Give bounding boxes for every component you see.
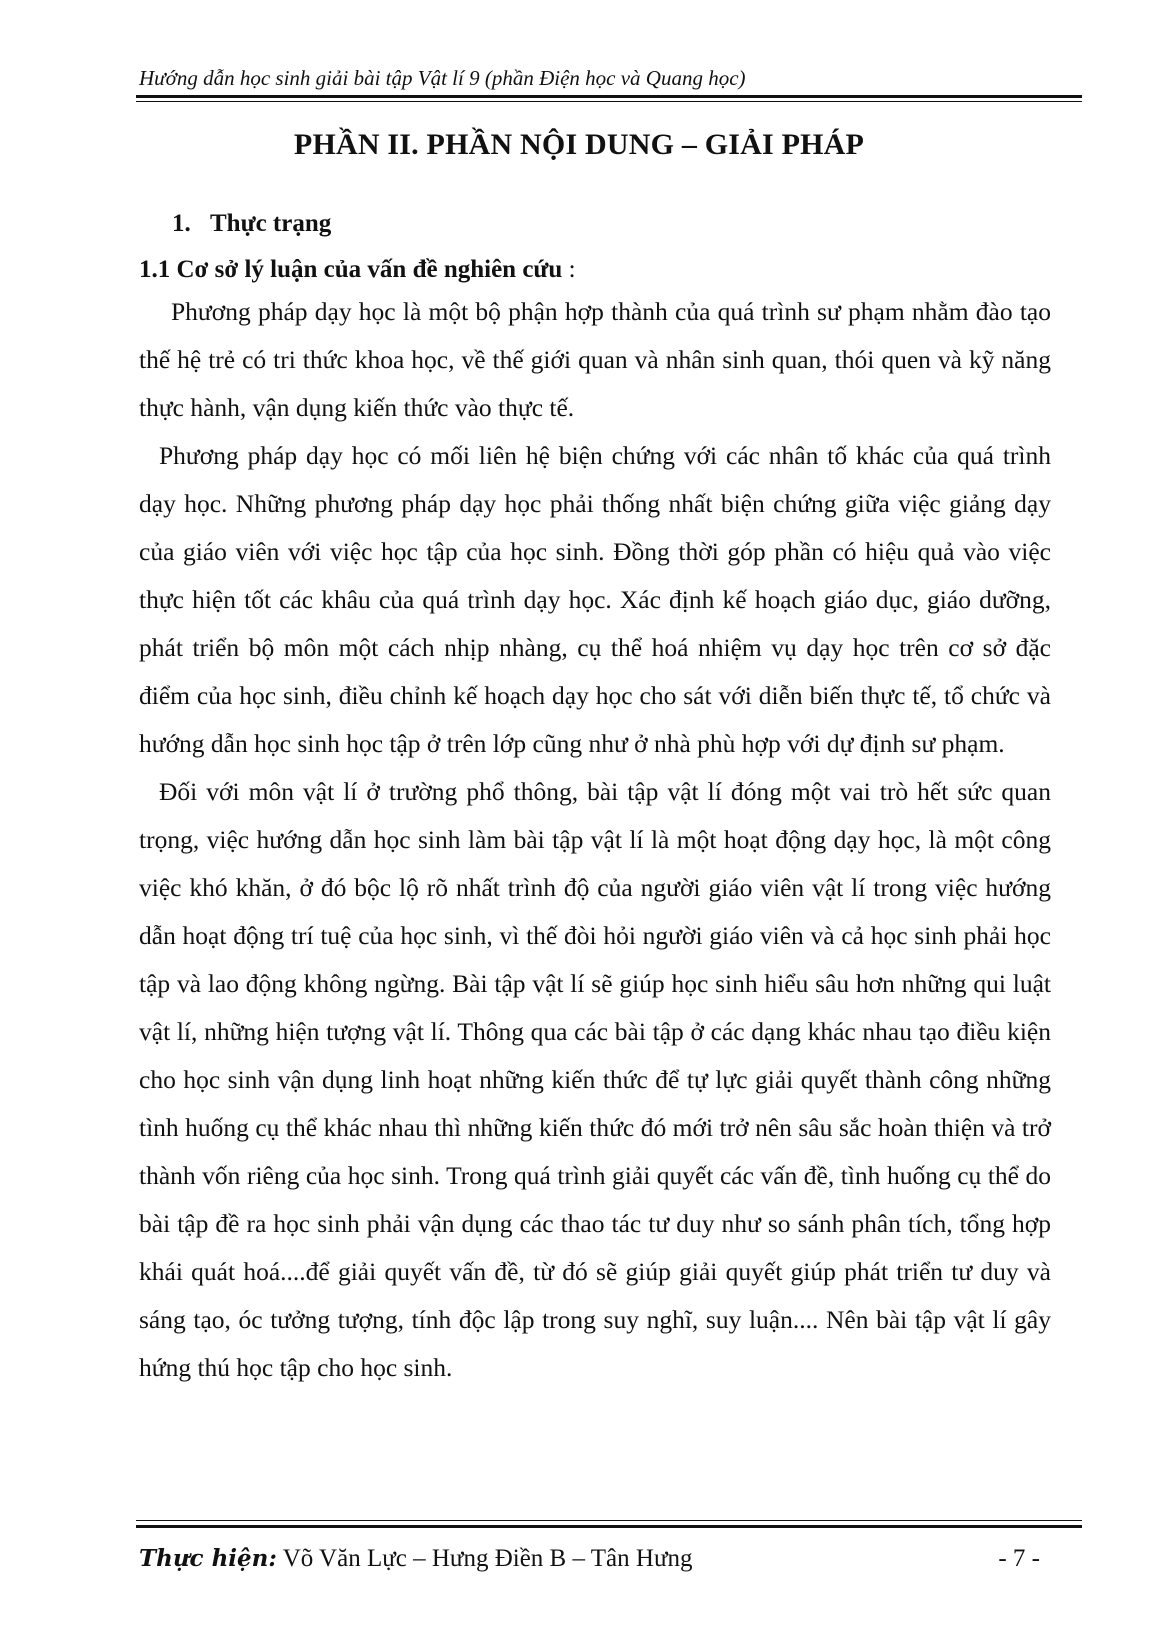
page-number: - 7 -: [998, 1545, 1040, 1572]
subsection-heading-1-1: [139, 256, 576, 284]
subsection-suffix: :: [562, 256, 576, 283]
header-rule-thick: [136, 95, 1082, 98]
page-title: PHẦN II. PHẦN NỘI DUNG – GIẢI PHÁP: [293, 128, 865, 161]
header-rule-thin: [136, 101, 1082, 102]
footer-label: Thực hiện:: [139, 1545, 277, 1572]
footer-credit: [139, 1545, 693, 1573]
section-number: 1.: [172, 210, 191, 237]
section-label: Thực trạng: [210, 210, 332, 237]
subsection-label: 1.1 Cơ sở lý luận của vấn đề nghiên cứu: [139, 256, 563, 283]
footer-rule-thin: [136, 1520, 1082, 1521]
paragraph-2: Phương pháp dạy học có mối liên hệ biện chứng với các nhân tố khác của quá trình dạy học. Những phương pháp dạy học phải thống nhất biện chứng giữa việc giảng dạy của giáo viên với việc học tập của học sinh. Đồng thời góp phần có hiệu quả vào việc thực hiện tốt các khâu của quá trình dạy học. Xác định kế hoạch giáo dục, giáo dưỡng, phát triển bộ môn một cách nhịp nhàng, cụ thể hoá nhiệm vụ dạy học trên cơ sở đặc điểm của học sinh, điều chỉnh kế hoạch dạy học cho sát với diễn biến thực tế, tổ chức và hướng dẫn học sinh học tập ở trên lớp cũng như ở nhà phù hợp với dự định sư phạm.: [139, 441, 1051, 758]
paragraph-1: Phương pháp dạy học là một bộ phận hợp thành của quá trình sư phạm nhằm đào tạo thế hệ trẻ có tri thức khoa học, về thế giới quan và nhân sinh quan, thói quen và kỹ năng thực hành, vận dụng kiến thức vào thực tế.: [139, 297, 1051, 422]
running-header: Hướng dẫn học sinh giải bài tập Vật lí 9 (phần Điện học và Quang học): [139, 66, 746, 90]
footer-author: Võ Văn Lực – Hưng Điền B – Tân Hưng: [276, 1545, 693, 1572]
footer-rule-thick: [136, 1525, 1082, 1528]
section-heading-1: [172, 210, 331, 238]
paragraph-3: Đối với môn vật lí ở trường phổ thông, bài tập vật lí đóng một vai trò hết sức quan trọng, việc hướng dẫn học sinh làm bài tập vật lí là một hoạt động dạy học, là một công việc khó khăn, ở đó bộc lộ rõ nhất trình độ của người giáo viên vật lí trong việc hướng dẫn hoạt động trí tuệ của học sinh, vì thế đòi hỏi người giáo viên và cả học sinh phải học tập và lao động không ngừng. Bài tập vật lí sẽ giúp học sinh hiểu sâu hơn những qui luật vật lí, những hiện tượng vật lí. Thông qua các bài tập ở các dạng khác nhau tạo điều kiện cho học sinh vận dụng linh hoạt những kiến thức để tự lực giải quyết thành công những tình huống cụ thể khác nhau thì những kiến thức đó mới trở nên sâu sắc hoàn thiện và trở thành vốn riêng của học sinh. Trong quá trình giải quyết các vấn đề, tình huống cụ thể do bài tập đề ra học sinh phải vận dụng các thao tác tư duy như so sánh phân tích, tổng hợp khái quát hoá....để giải quyết vấn đề, từ đó sẽ giúp giải quyết giúp phát triển tư duy và sáng tạo, óc tưởng tượng, tính độc lập trong suy nghĩ, suy luận.... Nên bài tập vật lí gây hứng thú học tập cho học sinh.: [139, 777, 1051, 1382]
